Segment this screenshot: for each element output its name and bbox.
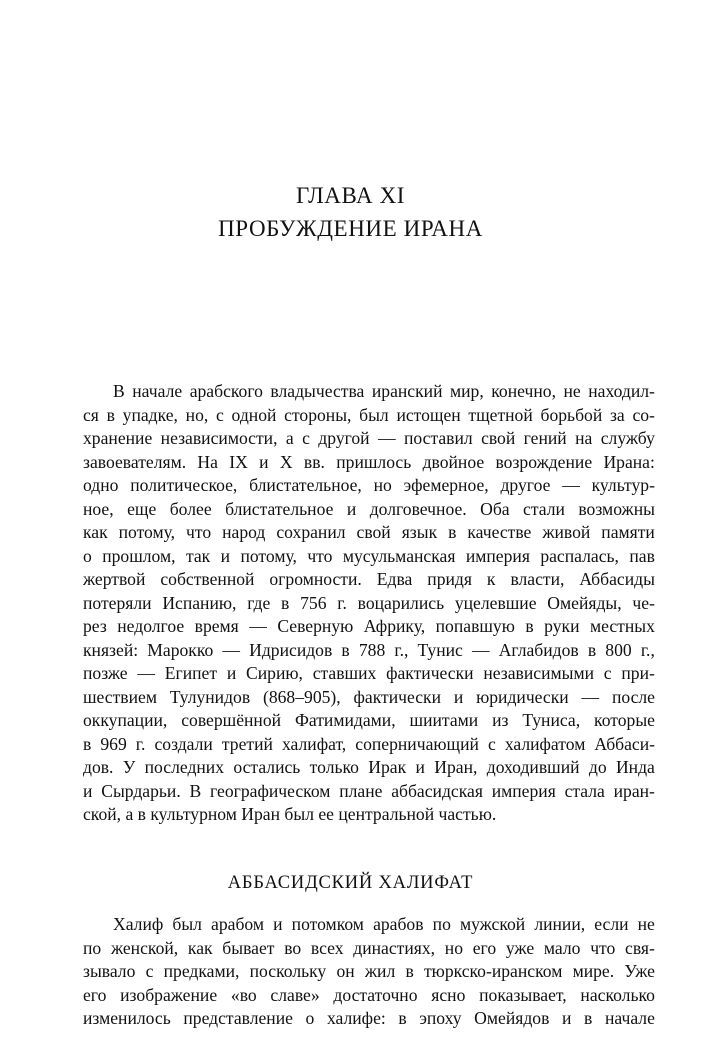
text-line: шествием Тулунидов (868–905), фактически и юридически — после [83, 686, 655, 707]
text-line: ное, еще более блистательное и долговечное. Оба стали возможны [83, 498, 655, 519]
text-line: оккупации, совершённой Фатимидами, шиитами из Туниса, которые [83, 710, 655, 730]
text-line: и Сырдарьи. В географическом плане аббасидская империя стала иран- [83, 780, 655, 801]
text-line: ской, а в культурном Иран был ее центральной частью. [83, 804, 497, 824]
text-line: зывало с предками, поскольку он жил в тюркско-иранском мире. Уже [83, 961, 655, 981]
text-line: его изображение «во славе» достаточно ясно показывает, насколько [83, 984, 655, 1005]
text-line: рез недолгое время — Северную Африку, попавшую в руки местных [83, 616, 655, 636]
text-line: ся в упадке, но, с одной стороны, был истощен тщетной борьбой за со- [83, 404, 655, 425]
text-line: потеряли Испанию, где в 756 г. воцарились уцелевшие Омейяды, че- [83, 592, 655, 613]
text-line: как потому, что народ сохранил свой язык в качестве живой памяти [83, 522, 655, 542]
text-line: позже — Египет и Сирию, ставших фактически независимыми с при- [83, 663, 655, 683]
text-line: Халиф был арабом и потомком арабов по мужской линии, если не [113, 914, 655, 934]
text-line: по женской, как бывает во всех династиях, но его уже мало что свя- [83, 937, 655, 958]
text-line: в 969 г. создали третий халифат, соперничающий с халифатом Аббаси- [83, 733, 655, 754]
section-heading: АББАСИДСКИЙ ХАЛИФАТ [227, 873, 474, 893]
text-line: о прошлом, так и потому, что мусульманская империя распалась, пав [83, 545, 655, 566]
chapter-number: ГЛАВА XI [295, 183, 406, 208]
text-line: жертвой собственной огромности. Едва придя к власти, Аббасиды [83, 569, 655, 589]
intro-paragraph [83, 380, 655, 827]
text-line: одно политическое, блистательное, но эфемерное, другое — культур- [83, 475, 655, 495]
chapter-title: ПРОБУЖДЕНИЕ ИРАНА [218, 216, 483, 241]
text-line: В начале арабского владычества иранский мир, конечно, не находил- [113, 381, 655, 401]
text-line: завоевателям. На IX и X вв. пришлось двойное возрождение Ирана: [83, 451, 655, 472]
section-paragraph [83, 913, 655, 1031]
text-line: князей: Марокко — Идрисидов в 788 г., Тунис — Аглабидов в 800 г., [83, 639, 655, 660]
text-line: хранение независимости, а с другой — поставил свой гений на службу [83, 428, 655, 448]
text-line: дов. У последних остались только Ирак и Иран, доходивший до Инда [83, 757, 655, 777]
chapter-heading [0, 179, 701, 245]
text-line: изменилось представление о халифе: в эпоху Омейядов и в начале [83, 1008, 655, 1028]
